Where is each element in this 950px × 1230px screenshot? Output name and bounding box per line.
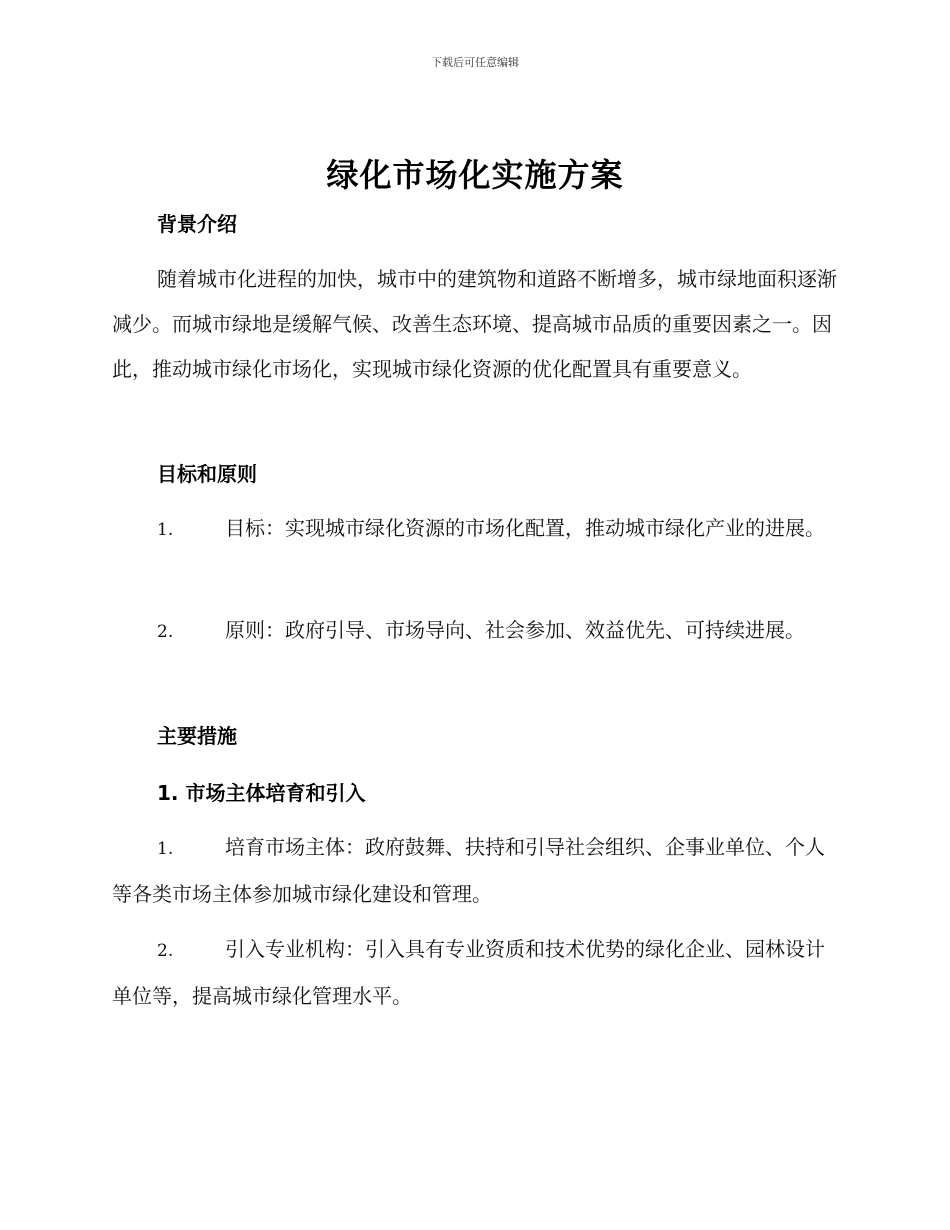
list-number: 1.	[157, 839, 174, 859]
list-item-text: 目标：实现城市绿化资源的市场化配置，推动城市绿化产业的进展。	[225, 516, 825, 540]
section-heading-measures: 主要措施	[157, 724, 237, 748]
list-item-text: 培育市场主体：政府鼓舞、扶持和引导社会组织、企事业单位、个人等各类市场主体参加城市绿化建设和管理。	[112, 835, 825, 906]
measures-item-1	[112, 825, 837, 917]
header-note: 下载后可任意编辑	[431, 56, 519, 69]
document-title: 绿化市场化实施方案	[326, 156, 624, 194]
list-number: 2.	[157, 941, 174, 961]
list-number: 2.	[157, 622, 174, 642]
background-paragraph: 随着城市化进程的加快，城市中的建筑物和道路不断增多，城市绿地面积逐渐减少。而城市绿地是缓解气候、改善生态环境、提高城市品质的重要因素之一。因此，推动城市绿化市场化，实现城市绿化资源的优化配置具有重要意义。	[112, 267, 837, 381]
goals-item-2	[112, 608, 837, 655]
section-heading-background: 背景介绍	[157, 212, 237, 236]
list-item-text: 引入专业机构：引入具有专业资质和技术优势的绿化企业、园林设计单位等，提高城市绿化管理水平。	[112, 937, 825, 1008]
list-number: 1.	[157, 520, 174, 540]
subsection-heading-market-entities: 1. 市场主体培育和引入	[157, 781, 366, 805]
section-heading-goals: 目标和原则	[157, 462, 257, 486]
list-item-text: 原则：政府引导、市场导向、社会参加、效益优先、可持续进展。	[225, 618, 805, 642]
measures-item-2	[112, 927, 837, 1019]
goals-item-1	[112, 506, 837, 553]
